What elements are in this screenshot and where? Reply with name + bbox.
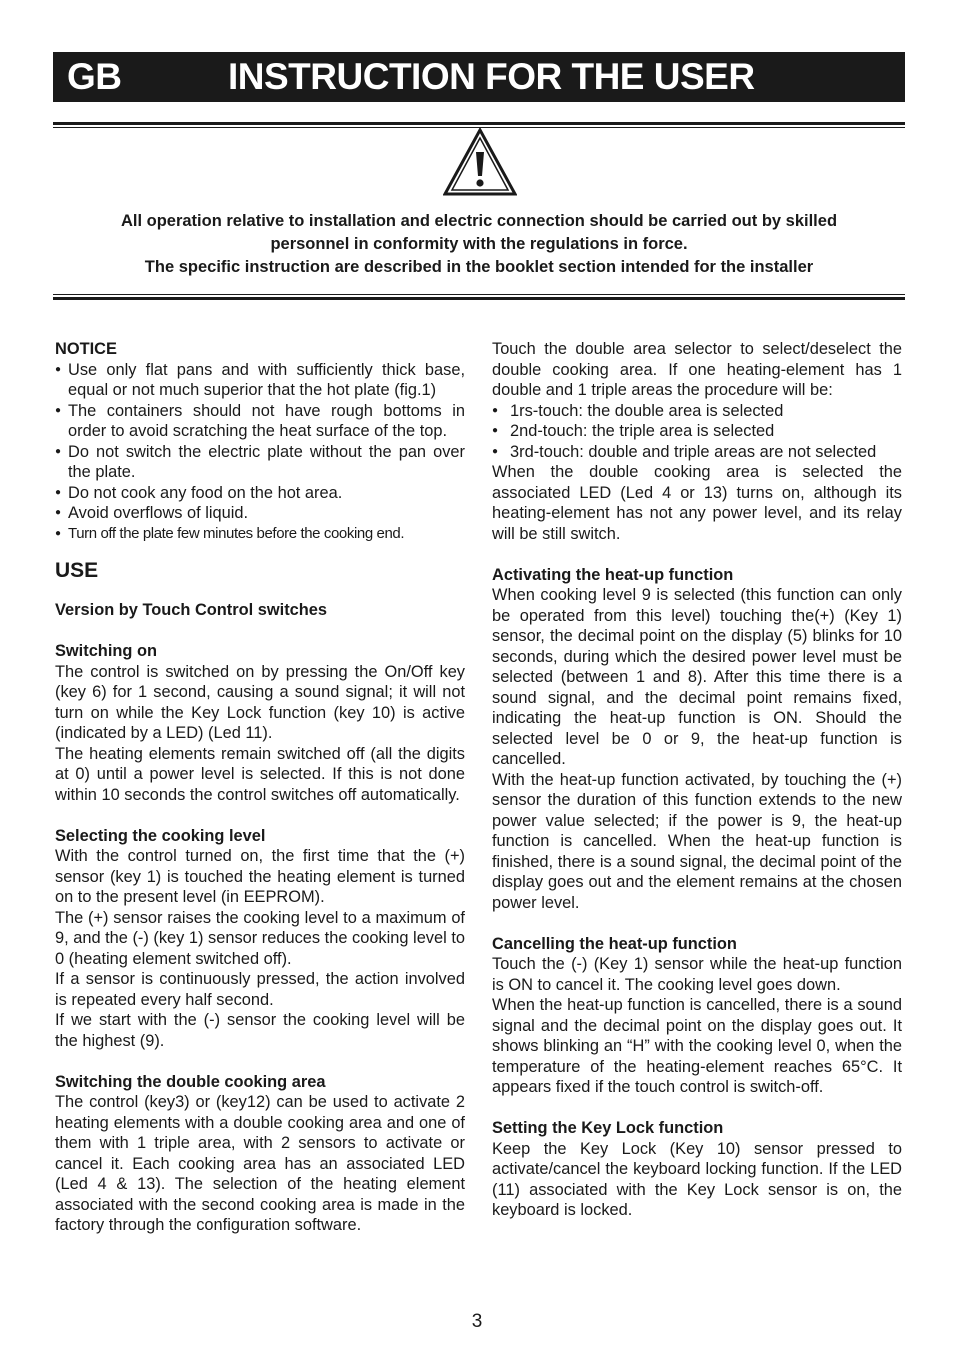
- page-number: 3: [471, 1311, 483, 1332]
- page-title: INSTRUCTION FOR THE USER: [228, 56, 755, 97]
- warning-notice: [60, 210, 898, 279]
- paragraph: With the control turned on, the first time that the (+) sensor (key 1) is touched the heating element is turned on to the present level (in EEPROM).: [55, 847, 465, 906]
- list-item: ● Do not cook any food on the hot area.: [55, 483, 465, 504]
- paragraph: When the double cooking area is selected the associated LED (Led 4 or 13) turns on, although its heating-element has not any power level, and its relay will be still switch.: [492, 463, 902, 543]
- section-heading: Selecting the cooking level: [55, 826, 266, 845]
- list-item: ● Avoid overflows of liquid.: [55, 503, 465, 524]
- version-heading: Version by Touch Control switches: [55, 601, 328, 619]
- paragraph: The control (key3) or (key12) can be used to activate 2 heating elements with a double cooking area and one of them with 1 triple area, with 2 sensors to activate or cancel it. Each cooking area has an associated LED (Led 4 & 13). The selection of the heating element associated with the second cooking area is made in the factory through the configuration software.: [55, 1093, 465, 1234]
- touch-steps-list: [492, 401, 902, 463]
- section-heading: Switching the double cooking area: [55, 1072, 326, 1091]
- list-item: ● 3rd-touch: double and triple areas are not selected: [492, 442, 902, 463]
- list-item: ● 1rs-touch: the double area is selected: [492, 401, 902, 422]
- language-code: GB: [67, 56, 122, 97]
- paragraph: The (+) sensor raises the cooking level to a maximum of 9, and the (-) (key 1) sensor reduces the cooking level to 0 (heating element switched off).: [55, 908, 465, 968]
- paragraph: Touch the (-) (Key 1) sensor while the heat-up function is ON to cancel it. The cooking level goes down.: [492, 955, 902, 994]
- paragraph: The heating elements remain switched off (all the digits at 0) until a power level is selected. If this is not done within 10 seconds the control switches off automatically.: [55, 744, 465, 804]
- section-heading: Cancelling the heat-up function: [492, 934, 737, 953]
- list-item: ● 2nd-touch: the triple area is selected: [492, 421, 902, 442]
- section-heading: Setting the Key Lock function: [492, 1119, 724, 1137]
- warning-triangle-icon: [443, 128, 517, 196]
- notice-heading: NOTICE: [55, 340, 117, 358]
- notice-list: [55, 360, 465, 545]
- list-item: ● Use only flat pans and with sufficiently thick base, equal or not much superior that the hot plate (fig.1): [55, 360, 465, 401]
- list-item: ● Turn off the plate few minutes before the cooking end.: [55, 524, 465, 545]
- paragraph: Touch the double area selector to select/deselect the double cooking area. If one heating-element has 1 double and 1 triple areas the procedure will be:: [492, 340, 902, 399]
- warning-line: All operation relative to installation and electric connection should be carried out by skilled: [120, 212, 838, 230]
- warning-line: personnel in conformity with the regulations in force.: [270, 235, 688, 253]
- paragraph: Keep the Key Lock (Key 10) sensor pressed to activate/cancel the keyboard locking function. If the LED (11) associated with the Key Lock sensor is on, the keyboard is locked.: [492, 1139, 902, 1219]
- paragraph: If a sensor is continuously pressed, the action involved is repeated every half second.: [55, 970, 465, 1009]
- header-bar: [53, 52, 905, 102]
- paragraph: The control is switched on by pressing the On/Off key (key 6) for 1 second, causing a sound signal; it will not turn on while the Key Lock function (key 10) is active (indicated by a LED) (Led 11).: [55, 662, 465, 742]
- list-item: ● The containers should not have rough bottoms in order to avoid scratching the heat surface of the top.: [55, 401, 465, 442]
- list-item: ● Do not switch the electric plate without the pan over the plate.: [55, 442, 465, 483]
- warning-line: The specific instruction are described in the booklet section intended for the installer: [144, 258, 814, 276]
- right-column: [492, 339, 902, 1221]
- paragraph: With the heat-up function activated, by touching the (+) sensor the duration of this function extends to the new power value selected; if the power is 9, the heat-up function is cancelled. When the heat-up function is finished, there is a sound signal, the decimal point of the display goes out and the element remains at the chosen power level.: [492, 770, 902, 912]
- left-column: [55, 339, 465, 1236]
- paragraph: When the heat-up function is cancelled, there is a sound signal and the decimal point on the display goes out. It shows blinking an “H” with the cooking level 0, when the temperature of the heating-element reaches 65°C. It appears fixed if the touch control is switch-off.: [492, 996, 902, 1096]
- bottom-divider: [53, 294, 905, 300]
- section-heading: Activating the heat-up function: [492, 565, 734, 584]
- section-heading: Switching on: [55, 642, 157, 660]
- paragraph: If we start with the (-) sensor the cooking level will be the highest (9).: [55, 1011, 465, 1050]
- paragraph: When cooking level 9 is selected (this function can only be operated from this level) touching the(+) (Key 1) sensor, the decimal point on the display (5) blinks for 10 seconds, during which the desired power level must be selected (between 1 and 8). After this time there is a sound signal, and the decimal point remains fixed, indicating the heat-up function is ON. Should the selected level be 0 or 9, the heat-up function is cancelled.: [492, 586, 902, 768]
- use-heading: USE: [55, 559, 99, 582]
